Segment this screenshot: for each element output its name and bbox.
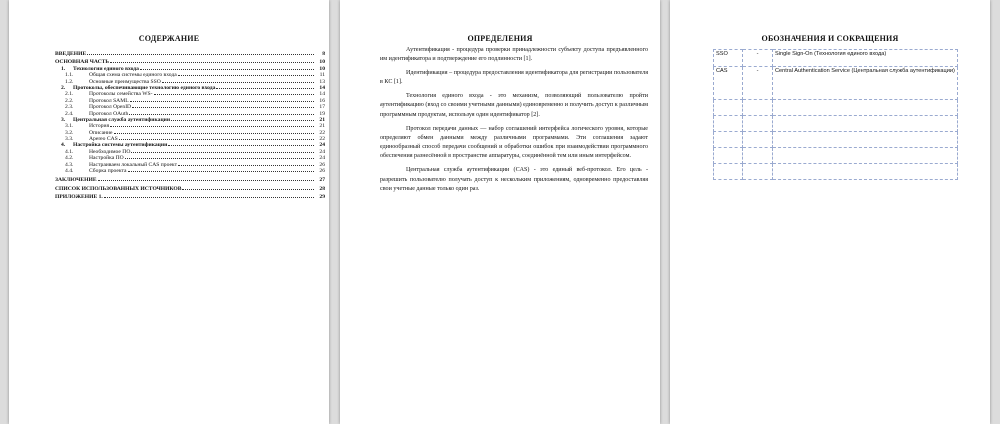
- toc-entry-text: Описание: [89, 129, 113, 136]
- toc-entry-text: Общая схема системы единого входа: [89, 72, 177, 79]
- toc-entry-number: 4.3.: [65, 161, 74, 168]
- toc-entry: [55, 177, 325, 183]
- abbr-cell: [714, 132, 743, 148]
- toc-entry-number: 4.: [61, 142, 66, 149]
- toc-entry-page: 22: [319, 136, 325, 143]
- toc-entry-page: 16: [319, 97, 325, 104]
- toc-entry-page: 27: [319, 177, 325, 184]
- table-row: [714, 100, 958, 116]
- toc-entry-text: ПРИЛОЖЕНИЕ 1.: [55, 194, 103, 201]
- toc-entry-page: 26: [319, 161, 325, 168]
- toc-entry-number: 2.4.: [65, 110, 74, 117]
- toc-entry-text: Протокол OAuth: [89, 110, 129, 117]
- dash-cell: -: [743, 50, 773, 67]
- definitions-body: [380, 46, 648, 199]
- toc-entry-page: 21: [319, 116, 325, 123]
- toc-entry-page: 14: [319, 84, 325, 91]
- table-row: [714, 132, 958, 148]
- toc-leader-dots: [178, 75, 314, 76]
- description-cell: [773, 164, 958, 180]
- description-cell: Central Authentication Service (Центральная служба аутентификации): [773, 67, 958, 100]
- toc-entry-number: 4.2.: [65, 155, 74, 162]
- definition-paragraph: Центральная служба аутентификации (CAS) - это единый веб-протокол. Его цель - разрешить пользователю получать доступ к нескольким приложениям, одновременно предоставляя свои учетные данные только один раз.: [380, 167, 648, 192]
- toc-title: СОДЕРЖАНИЕ: [138, 34, 200, 43]
- definition-paragraph: Технология единого входа - это механизм, позволяющий пользователю пройти аутентификацию (вход со своими учетными данными) единовременно и получить доступ к различным программным продуктам, используя один идентификатор [2].: [380, 93, 648, 118]
- toc-leader-dots: [128, 171, 314, 172]
- toc-entry-text: Настраиваем локальный CAS проект: [89, 161, 178, 168]
- table-row: [714, 164, 958, 180]
- toc-entry-page: 29: [319, 194, 325, 201]
- toc-entry-page: 10: [319, 59, 325, 66]
- toc-entry-number: 2.1.: [65, 91, 74, 98]
- definitions-title: ОПРЕДЕЛЕНИЯ: [467, 34, 533, 43]
- toc-entry-number: 3.1.: [65, 123, 74, 130]
- description-cell: [773, 116, 958, 132]
- toc-entry-text: Протокол SAML: [89, 97, 129, 104]
- toc-entry-number: 3.3.: [65, 136, 74, 143]
- toc-entry-text: Протоколы, обеспечивающие технологию единого входа: [73, 84, 216, 91]
- toc-leader-dots: [154, 94, 314, 95]
- definition-paragraph: Аутентификация - процедура проверки принадлежности субъекту доступа предъявленного им идентификатора и подтверждение его подлинности [1].: [380, 47, 648, 63]
- toc-entry-number: 4.4.: [65, 168, 74, 175]
- page-abbreviations: [670, 0, 990, 424]
- toc-leader-dots: [171, 120, 314, 121]
- toc-leader-dots: [114, 133, 314, 134]
- toc-leader-dots: [178, 165, 314, 166]
- description-cell: [773, 148, 958, 164]
- toc-entry-text: СПИСОК ИСПОЛЬЗОВАННЫХ ИСТОЧНИКОВ: [55, 185, 182, 192]
- toc-entry-number: 4.1.: [65, 148, 74, 155]
- toc-entry-text: Центральная служба аутентификации: [73, 116, 171, 123]
- toc-leader-dots: [110, 62, 314, 63]
- toc-entry-page: 13: [319, 78, 325, 85]
- toc-entry-text: Протоколы семейства WS-: [89, 91, 153, 98]
- toc-entry-page: 11: [319, 72, 325, 79]
- toc-entry-number: 1.1.: [65, 72, 74, 79]
- description-cell: [773, 100, 958, 116]
- dash-cell: [743, 132, 773, 148]
- toc-entry-page: 24: [319, 142, 325, 149]
- toc-entry-text: Технологии единого входа: [73, 65, 139, 72]
- toc-entry-page: 17: [319, 104, 325, 111]
- table-row: [714, 67, 958, 100]
- toc-entry-text: Основные преимущества SSO: [89, 78, 161, 85]
- toc-leader-dots: [87, 54, 314, 55]
- toc-leader-dots: [130, 101, 314, 102]
- dash-cell: [743, 116, 773, 132]
- toc-entry: [55, 186, 325, 192]
- toc-entry-text: Сборка проекта: [89, 168, 127, 175]
- description-cell: [773, 132, 958, 148]
- toc-entry-text: ОСНОВНАЯ ЧАСТЬ: [55, 59, 110, 66]
- toc-entry-text: Протокол OpenID: [89, 104, 132, 111]
- toc-leader-dots: [182, 189, 314, 190]
- toc-entry-page: 10: [319, 65, 325, 72]
- toc-entry-number: 2.: [61, 84, 66, 91]
- toc-entry-number: 3.: [61, 116, 66, 123]
- abbreviations-title: ОБОЗНАЧЕНИЯ И СОКРАЩЕНИЯ: [761, 34, 899, 43]
- table-row: [714, 116, 958, 132]
- dash-cell: [743, 148, 773, 164]
- toc-entry-page: 22: [319, 129, 325, 136]
- toc-entry-page: 14: [319, 91, 325, 98]
- toc-entry: [55, 168, 325, 174]
- abbr-cell: SSO: [714, 50, 743, 67]
- dash-cell: [743, 164, 773, 180]
- abbr-cell: [714, 164, 743, 180]
- toc-entry-page: 24: [319, 155, 325, 162]
- toc-entry-page: 28: [319, 185, 325, 192]
- toc-leader-dots: [140, 69, 314, 70]
- toc-entry-text: Настройка ПО: [89, 155, 124, 162]
- toc-entry-page: 8: [322, 51, 325, 57]
- abbr-cell: [714, 100, 743, 116]
- toc-list: [55, 51, 325, 201]
- abbreviations-table: [713, 49, 958, 180]
- dash-cell: -: [743, 67, 773, 100]
- toc-leader-dots: [104, 197, 314, 198]
- page-definitions: [340, 0, 660, 424]
- table-row: [714, 148, 958, 164]
- toc-leader-dots: [110, 126, 314, 127]
- toc-leader-dots: [98, 180, 314, 181]
- toc-entry-number: 2.3.: [65, 104, 74, 111]
- toc-leader-dots: [162, 82, 314, 83]
- toc-entry-text: Apereo CAS: [89, 136, 118, 143]
- toc-leader-dots: [125, 158, 314, 159]
- toc-entry-text: ВВЕДЕНИЕ: [55, 51, 87, 57]
- toc-entry: [55, 51, 325, 57]
- toc-entry-text: История: [89, 123, 110, 130]
- abbr-cell: [714, 148, 743, 164]
- toc-entry: [55, 194, 325, 200]
- toc-entry-text: ЗАКЛЮЧЕНИЕ: [55, 177, 97, 184]
- toc-entry-number: 1.2.: [65, 78, 74, 85]
- description-cell: Single Sign-On (Технология единого входа): [773, 50, 958, 67]
- definition-paragraph: Идентификация – процедура предоставления идентификатора для регистрации пользователя в КС [1].: [380, 70, 648, 86]
- toc-entry-text: Настройка системы аутентификации: [73, 142, 168, 149]
- abbr-cell: [714, 116, 743, 132]
- toc-entry-page: 24: [319, 148, 325, 155]
- toc-entry-page: 21: [319, 123, 325, 130]
- definition-paragraph: Протокол передачи данных — набор соглашений интерфейса логического уровня, которые определяют обмен данными между различными программами. Эти соглашения задают единообразный способ передачи сообщений и обработки ошибок при взаимодействии программного обеспечения разнесённой в пространстве аппаратуры, соединённой тем или иным интерфейсом.: [380, 125, 648, 160]
- toc-leader-dots: [168, 145, 314, 146]
- toc-leader-dots: [216, 88, 314, 89]
- dash-cell: [743, 100, 773, 116]
- toc-leader-dots: [131, 152, 314, 153]
- toc-leader-dots: [119, 139, 314, 140]
- toc-entry-page: 26: [319, 168, 325, 175]
- toc-entry-text: Необходимое ПО: [89, 148, 131, 155]
- toc-entry-number: 1.: [61, 65, 66, 72]
- toc-entry-number: 3.2.: [65, 129, 74, 136]
- toc-leader-dots: [132, 107, 314, 108]
- toc-entry-page: 19: [319, 110, 325, 117]
- page-table-of-contents: [9, 0, 329, 424]
- abbr-cell: CAS: [714, 67, 743, 100]
- toc-entry-number: 2.2.: [65, 97, 74, 104]
- toc-leader-dots: [129, 114, 314, 115]
- table-row: [714, 50, 958, 67]
